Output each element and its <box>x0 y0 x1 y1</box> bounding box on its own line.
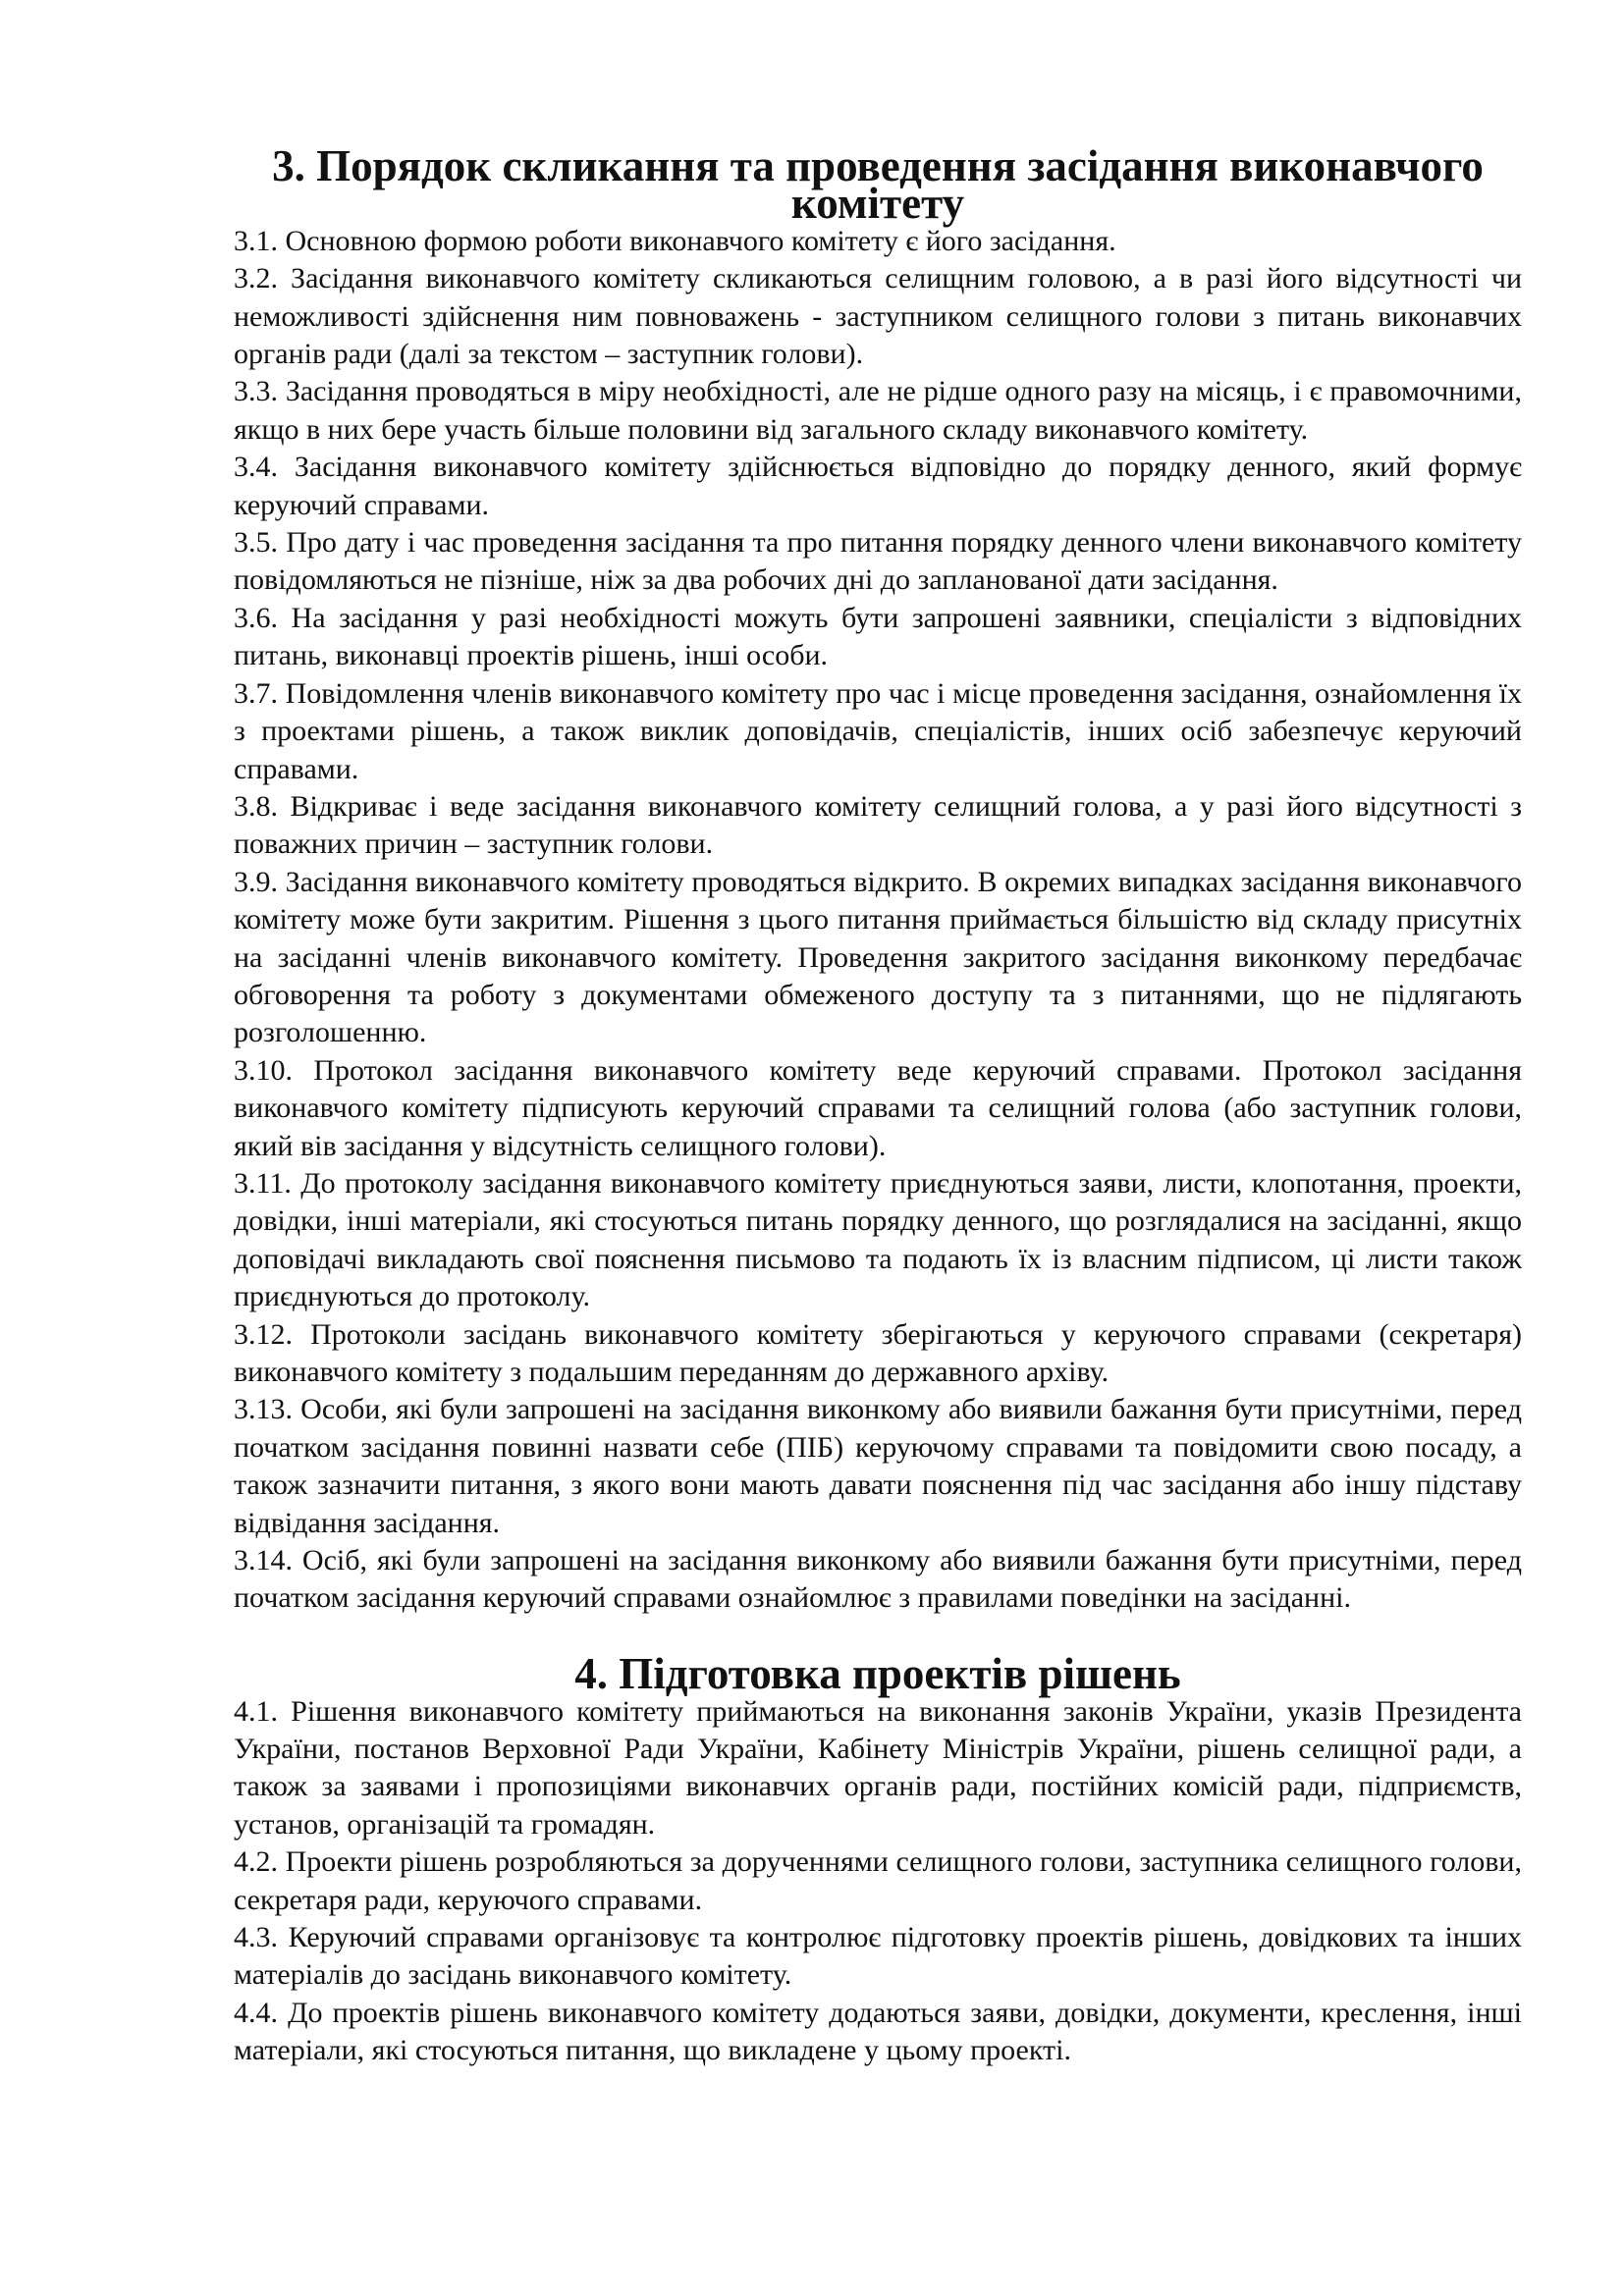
paragraph: 4.2. Проекти рішень розробляються за дорученнями селищного голови, заступника селищного голови, секретаря ради, керуючого справами. <box>234 1845 1522 1916</box>
paragraph: 3.4. Засідання виконавчого комітету здійснюється відповідно до порядку денного, який формує керуючий справами. <box>234 451 1522 521</box>
paragraph: 3.5. Про дату і час проведення засідання та про питання порядку денного члени виконавчого комітету повідомляються не пізніше, ніж за два робочих дні до запланованої дати засідання. <box>234 526 1522 597</box>
paragraph: 4.3. Керуючий справами організовує та контролює підготовку проектів рішень, довідкових та інших матеріалів до засідань виконавчого комітету. <box>234 1921 1522 1992</box>
paragraph: 4.1. Рішення виконавчого комітету приймаються на виконання законів України, указів Президента України, постанов Верховної Ради України, Кабінету Міністрів України, рішень селищної ради, а також за заявами і пропозиціями виконавчих органів ради, постійних комісій ради, підприємств, установ, організацій та громадян. <box>234 1694 1522 1841</box>
paragraph: 3.6. На засідання у разі необхідності можуть бути запрошені заявники, спеціалісти з відповідних питань, виконавці проектів рішень, інші особи. <box>234 601 1522 672</box>
paragraph: 3.2. Засідання виконавчого комітету скликаються селищним головою, а в разі його відсутності чи неможливості здійснення ним повноважень - заступником селищного голови з питань виконавчих органів ради (далі за текстом – заступник голови). <box>234 262 1522 371</box>
paragraph: 3.12. Протоколи засідань виконавчого комітету зберігаються у керуючого справами (секретаря) виконавчого комітету з подальшим переданням до державного архіву. <box>234 1317 1522 1388</box>
paragraph: 4.4. До проектів рішень виконавчого комітету додаються заяви, довідки, документи, креслення, інші матеріали, які стосуються питання, що викладене у цьому проекті. <box>234 1996 1522 2067</box>
paragraph: 3.9. Засідання виконавчого комітету проводяться відкрито. В окремих випадках засідання виконавчого комітету може бути закритим. Рішення з цього питання приймається більшістю від складу присутніх на засіданні членів виконавчого комітету. Проведення закритого засідання виконкому передбачає обговорення та роботу з документами обмеженого доступу та з питаннями, що не підлягають розголошенню. <box>234 865 1522 1049</box>
paragraph: 3.11. До протоколу засідання виконавчого комітету приєднуються заяви, листи, клопотання, проекти, довідки, інші матеріали, які стосуються питань порядку денного, що розглядалися на засіданні, якщо доповідачі викладають свої пояснення письмово та подають їх із власним підписом, ці листи також приєднуються до протоколу. <box>234 1166 1522 1313</box>
paragraph: 3.10. Протокол засідання виконавчого комітету веде керуючий справами. Протокол засідання виконавчого комітету підписують керуючий справами та селищний голова (або заступник голови, який вів засідання у відсутність селищного голови). <box>234 1053 1522 1162</box>
paragraph: 3.13. Особи, які були запрошені на засідання виконкому або виявили бажання бути присутніми, перед початком засідання повинні назвати себе (ПІБ) керуючому справами та повідомити свою посаду, а також зазначити питання, з якого вони мають давати пояснення під час засідання або іншу підставу відвідання засідання. <box>234 1393 1522 1539</box>
section-title: 4. Підготовка проектів рішень <box>574 1649 1181 1699</box>
paragraph: 3.8. Відкриває і веде засідання виконавчого комітету селищний голова, а у разі його відсутності з поважних причин – заступник голови. <box>234 789 1522 861</box>
paragraph: 3.3. Засідання проводяться в міру необхідності, але не рідше одного разу на місяць, і є правомочними, якщо в них бере участь більше половини від загального складу виконавчого комітету. <box>234 375 1522 446</box>
document-page <box>234 141 1522 2070</box>
section-title: 3. Порядок скликання та проведення засідання виконавчого комітету <box>272 141 1484 229</box>
paragraph: 3.14. Осіб, які були запрошені на засідання виконкому або виявили бажання бути присутніми, перед початком засідання керуючий справами ознайомлює з правилами поведінки на засіданні. <box>234 1544 1522 1615</box>
paragraph: 3.1. Основною формою роботи виконавчого комітету є його засідання. <box>234 224 1116 257</box>
paragraph: 3.7. Повідомлення членів виконавчого комітету про час і місце проведення засідання, ознайомлення їх з проектами рішень, а також виклик доповідачів, спеціалістів, інших осіб забезпечує керуючий справами. <box>234 676 1522 785</box>
